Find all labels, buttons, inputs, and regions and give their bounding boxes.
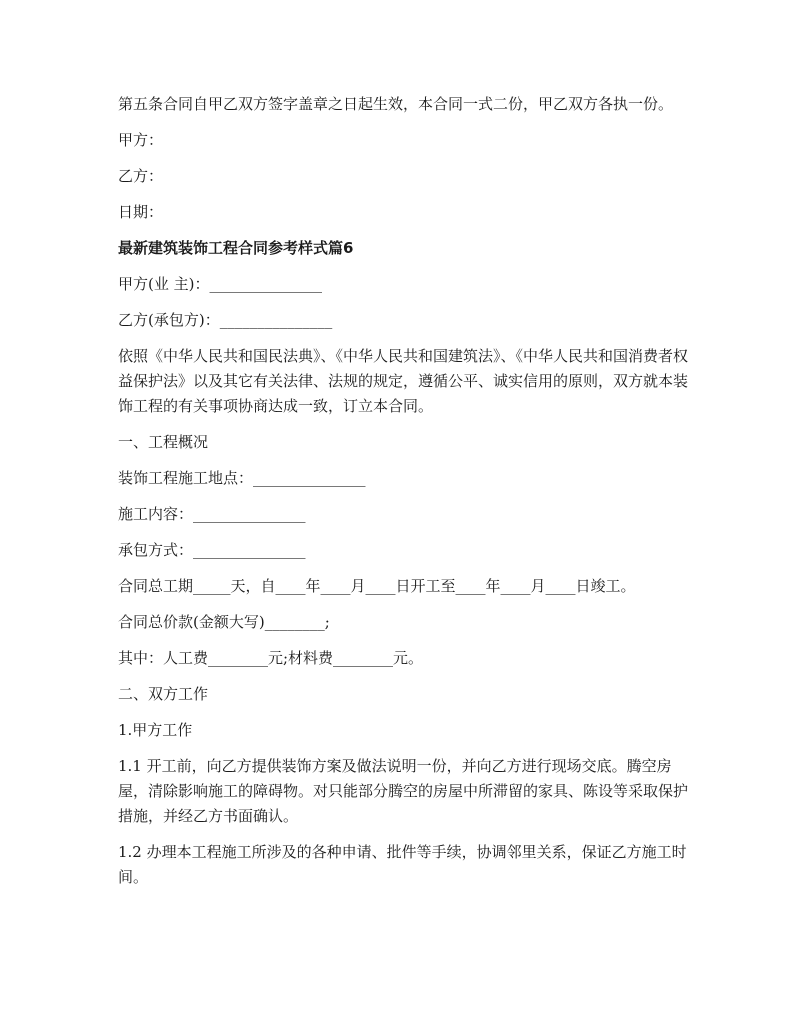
party-a-owner-line: 甲方(业 主)：_______________ <box>118 275 322 293</box>
contract-method-line: 承包方式：_______________ <box>118 541 306 559</box>
section-one-title: 一、工程概况 <box>118 433 209 451</box>
party-b-contractor-line: 乙方(承包方)：_______________ <box>118 311 333 329</box>
party-b-signature-line: 乙方： <box>118 167 164 185</box>
site-location-line: 装饰工程施工地点：_______________ <box>118 469 366 487</box>
contract-title: 最新建筑装饰工程合同参考样式篇6 <box>118 239 354 257</box>
duration-line: 合同总工期_____天，自____年____月____日开工至____年____月____日竣工。 <box>118 577 636 595</box>
party-a-signature-line: 甲方： <box>118 131 164 149</box>
total-price-line: 合同总价款(金额大写)________; <box>118 613 330 631</box>
clause-1-2: 1.2 办理本工程施工所涉及的各种申请、批件等手续，协调邻里关系，保证乙方施工时间。 <box>118 843 687 886</box>
date-line: 日期： <box>118 203 164 221</box>
clause-1-1: 1.1 开工前，向乙方提供装饰方案及做法说明一份，并向乙方进行现场交底。腾空房屋，清除影响施工的障碍物。对只能部分腾空的房屋中所滞留的家具、陈设等采取保护措施，并经乙方书面确认。 <box>118 757 689 825</box>
party-a-duties-title: 1.甲方工作 <box>118 721 193 739</box>
section-two-title: 二、双方工作 <box>118 685 209 703</box>
cost-breakdown-line: 其中：人工费________元;材料费________元。 <box>118 649 424 667</box>
document-page <box>118 92 688 901</box>
clause-five-effective: 第五条合同自甲乙双方签字盖章之日起生效，本合同一式二份，甲乙双方各执一份。 <box>118 95 674 113</box>
work-content-line: 施工内容：_______________ <box>118 505 306 523</box>
preamble-paragraph: 依照《中华人民共和国民法典》、《中华人民共和国建筑法》、《中华人民共和国消费者权益保护法》以及其它有关法律、法规的规定，遵循公平、诚实信用的原则，双方就本装饰工程的有关事项协商达成一致，订立本合同。 <box>118 347 689 415</box>
